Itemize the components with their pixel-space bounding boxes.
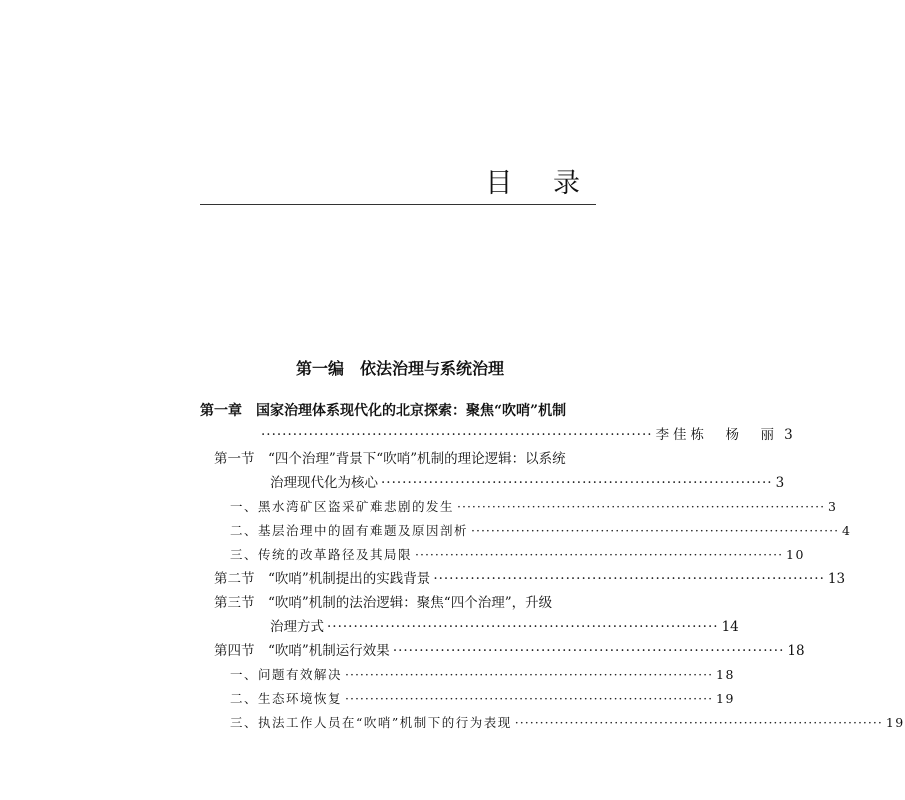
chapter-author-line[interactable] — [258, 424, 793, 446]
toc-entry-subsection[interactable] — [230, 664, 735, 686]
leader-dots: ·········································································· — [415, 547, 784, 562]
toc-entry-section-3[interactable] — [214, 592, 600, 614]
page-number: 3 — [784, 427, 793, 443]
entry-title: 一、黑水湾矿区盗采矿难悲剧的发生 — [230, 499, 455, 514]
entry-title: 二、基层治理中的固有难题及原因剖析 — [230, 523, 469, 538]
entry-title: 三、传统的改革路径及其局限 — [230, 547, 413, 562]
toc-entry-subsection[interactable] — [230, 688, 735, 710]
page-number: 14 — [721, 619, 739, 635]
title-divider — [200, 204, 596, 205]
leader-dots: ·········································································· — [381, 475, 773, 491]
chapter-title: 第一章 国家治理体系现代化的北京探索：聚焦“吹哨”机制 — [200, 403, 567, 419]
part-heading: 第一编 依法治理与系统治理 — [295, 359, 504, 378]
toc-entry-subsection[interactable] — [230, 520, 852, 542]
leader-dots: ·········································································· — [345, 667, 714, 682]
chapter-authors: 李佳栋 杨 丽 — [655, 427, 779, 443]
entry-title-cont: 治理方式 — [270, 619, 324, 635]
page-number: 18 — [787, 643, 805, 659]
leader-dots: ·········································································· — [457, 499, 826, 514]
leader-dots: ·········································································· — [345, 691, 714, 706]
page-number: 3 — [775, 475, 785, 491]
page-number: 4 — [842, 523, 852, 538]
entry-title: 第四节 “吹哨”机制运行效果 — [214, 643, 390, 659]
page-number: 13 — [827, 571, 846, 587]
leader-dots: ·········································································· — [471, 523, 840, 538]
leader-dots: ·········································································· — [433, 571, 825, 587]
entry-title: 第三节 “吹哨”机制的法治逻辑：聚焦“四个治理”，升级 — [214, 595, 553, 611]
entry-title: 第一节 “四个治理”背景下“吹哨”机制的理论逻辑：以系统 — [214, 451, 566, 467]
page-number: 18 — [716, 667, 735, 682]
leader-dots: ·········································································· — [514, 715, 883, 730]
toc-entry-section-2[interactable] — [214, 568, 846, 590]
toc-entry-section-1-cont[interactable] — [270, 472, 785, 494]
leader-dots: ·········································································· — [261, 427, 653, 443]
entry-title: 三、执法工作人员在“吹哨”机制下的行为表现 — [230, 715, 512, 730]
chapter-heading[interactable] — [200, 400, 600, 422]
page-number: 3 — [828, 499, 838, 514]
leader-dots: ·········································································· — [327, 619, 719, 635]
entry-title-cont: 治理现代化为核心 — [270, 475, 378, 491]
toc-entry-subsection[interactable] — [230, 712, 905, 734]
page-number: 19 — [716, 691, 735, 706]
page-number: 19 — [885, 715, 905, 730]
toc-entry-section-3-cont[interactable] — [270, 616, 739, 638]
toc-entry-section-1[interactable] — [214, 448, 600, 470]
entry-title: 二、生态环境恢复 — [230, 691, 343, 706]
toc-entry-section-4[interactable] — [214, 640, 805, 662]
page-number: 10 — [786, 547, 805, 562]
toc-title: 目 录 — [485, 168, 596, 199]
toc-entry-subsection[interactable] — [230, 544, 805, 566]
leader-dots: ·········································································· — [392, 643, 785, 659]
entry-title: 第二节 “吹哨”机制提出的实践背景 — [214, 571, 431, 587]
entry-title: 一、问题有效解决 — [230, 667, 343, 682]
toc-entry-subsection[interactable] — [230, 496, 838, 518]
